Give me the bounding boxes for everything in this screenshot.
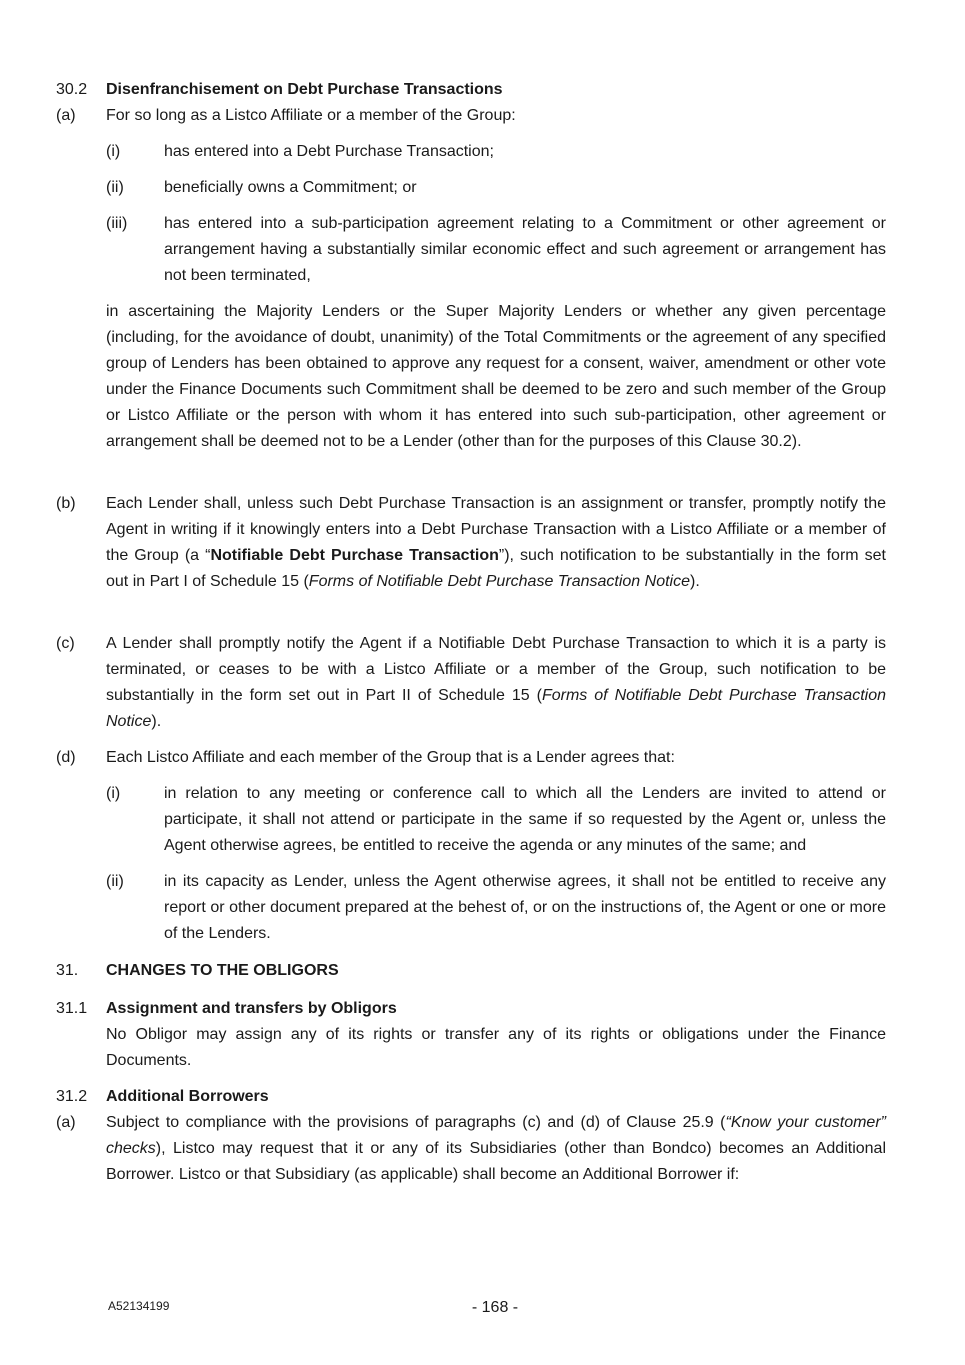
paragraph-a (56, 103, 886, 129)
item-label: (ii) (106, 873, 124, 890)
paragraph-b (56, 491, 886, 621)
document-reference: A52134199 (108, 1299, 170, 1313)
list-item (106, 781, 886, 859)
item-text: in relation to any meeting or conference call to which all the Lenders are invited to attend or participate, it shall not attend or participate in the same if so requested by the Agent or, unless the Agent otherwise agrees, be entitled to receive the agenda or any minutes of the same; and (164, 785, 886, 854)
item-text: has entered into a sub-participation agreement relating to a Commitment or other agreement or arrangement having a substantially similar economic effect and such agreement or arrangement has not been terminated, (164, 215, 886, 284)
paragraph-label: (c) (56, 635, 75, 652)
item-text: beneficially owns a Commitment; or (164, 179, 417, 196)
clause-number: 31. (56, 962, 79, 979)
paragraph-text: Each Listco Affiliate and each member of the Group that is a Lender agrees that: (106, 749, 675, 766)
item-label: (ii) (106, 179, 124, 196)
clause-reference: “Know your customer” checks (106, 1114, 886, 1157)
list-item (106, 175, 886, 201)
clause-number: 31.1 (56, 1000, 88, 1017)
paragraph-label: (a) (56, 107, 76, 124)
text-segment: ”), such notification to be substantially in the form set out in Part I of Schedule 15 ( (106, 547, 886, 590)
clause-heading: CHANGES TO THE OBLIGORS (106, 962, 339, 979)
paragraph-label: (b) (56, 495, 76, 512)
list-item (106, 139, 886, 165)
paragraph-text (106, 1110, 886, 1188)
clause-31-2-heading-row (56, 1084, 886, 1110)
paragraph-a-tail: in ascertaining the Majority Lenders or the Super Majority Lenders or whether any given percentage (including, for the avoidance of doubt, unanimity) of the Total Commitments or the agreement of any specified group of Lenders has been obtained to approve any request for a consent, waiver, amendment or other vote under the Finance Documents such Commitment shall be deemed to be zero and such member of the Group or Listco Affiliate or the person with whom it has entered into such sub-participation, other agreement or arrangement shall be deemed not to be a Lender (other than for the purposes of this Clause 30.2). (106, 303, 886, 450)
item-text: in its capacity as Lender, unless the Agent otherwise agrees, it shall not be entitled to receive any report or other document prepared at the behest of, or on the instructions of, the Agent or one or more of the Lenders. (164, 873, 886, 942)
item-label: (i) (106, 785, 121, 802)
schedule-reference: Forms of Notifiable Debt Purchase Transaction Notice (106, 687, 886, 730)
clause-heading: Disenfranchisement on Debt Purchase Transactions (106, 81, 503, 98)
schedule-reference: Forms of Notifiable Debt Purchase Transaction Notice (308, 573, 690, 590)
text-segment: ), Listco may request that it or any of its Subsidiaries (other than Bondco) becomes an Additional Borrower. Listco or that Subsidiary (as applicable) shall become an Additional Borrower if: (106, 1140, 886, 1183)
list-item (106, 869, 886, 947)
clause-number: 30.2 (56, 81, 88, 98)
clause-heading: Assignment and transfers by Obligors (106, 1000, 397, 1017)
list-item (106, 211, 886, 289)
clause-heading: Additional Borrowers (106, 1088, 269, 1105)
clause-31-1-heading-row (56, 996, 886, 1022)
text-segment: ). (690, 573, 700, 590)
text-segment: Subject to compliance with the provisions of paragraphs (c) and (d) of Clause 25.9 ( (106, 1114, 726, 1131)
paragraph-label: (a) (56, 1114, 76, 1131)
page-number: - 168 - (471, 1299, 519, 1316)
defined-term: Notifiable Debt Purchase Transaction (210, 547, 499, 564)
paragraph-d (56, 745, 886, 771)
paragraph-c (56, 631, 886, 735)
paragraph-text (106, 491, 886, 595)
paragraph-label: (d) (56, 749, 76, 766)
text-segment: Each Lender shall, unless such Debt Purchase Transaction is an assignment or transfer, promptly notify the Agent in writing if it knowingly enters into a Debt Purchase Transaction with a Listco Affiliate or a member of the Group (a “ (106, 495, 886, 564)
item-label: (i) (106, 143, 121, 160)
clause-number: 31.2 (56, 1088, 88, 1105)
clause-31-2-paragraph-a (56, 1110, 886, 1188)
paragraph-text (106, 631, 886, 735)
text-segment: ). (151, 713, 162, 730)
clause-31-1-text: No Obligor may assign any of its rights or transfer any of its rights or obligations under the Finance Documents. (106, 1026, 886, 1069)
paragraph-text: For so long as a Listco Affiliate or a member of the Group: (106, 107, 516, 124)
item-label: (iii) (106, 215, 128, 232)
clause-30-2-heading-row (56, 77, 886, 103)
text-segment: A Lender shall promptly notify the Agent if a Notifiable Debt Purchase Transaction to which it is a party is terminated, or ceases to be with a Listco Affiliate or a member of the Group, such notification to be substantially in the form set out in Part II of Schedule 15 ( (106, 635, 886, 704)
clause-31-heading-row (56, 958, 886, 984)
item-text: has entered into a Debt Purchase Transaction; (164, 143, 494, 160)
